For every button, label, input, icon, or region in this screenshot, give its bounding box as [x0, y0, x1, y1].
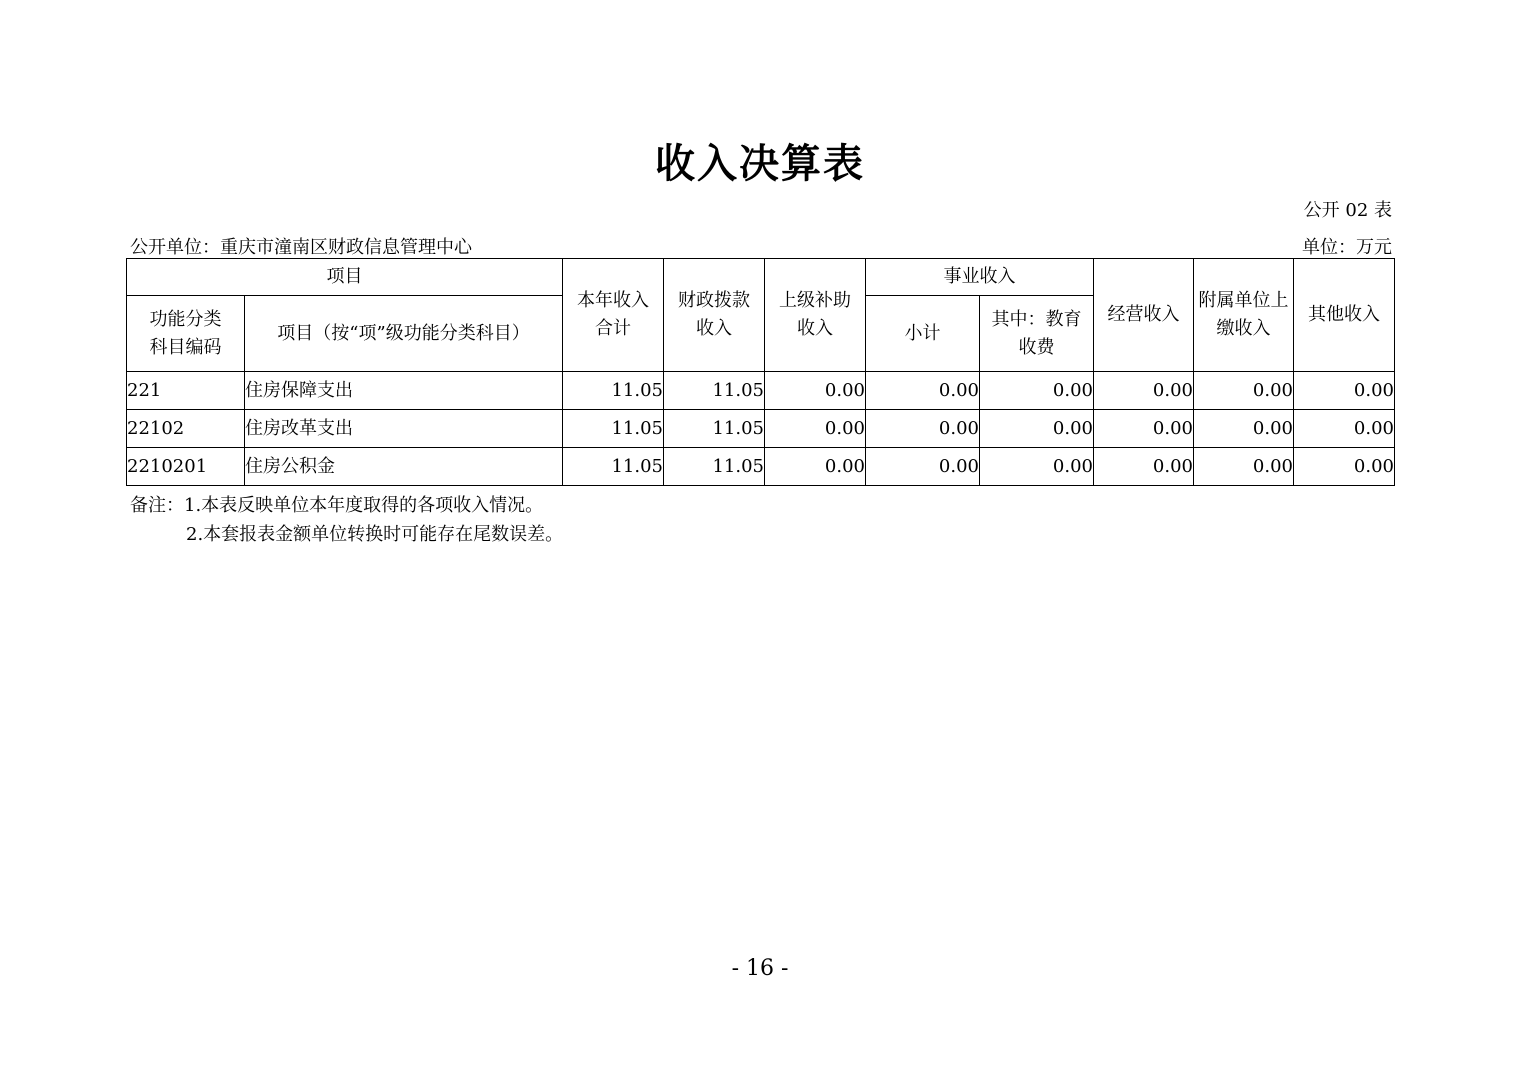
- cell-other: 0.00: [1294, 410, 1395, 448]
- header-affiliated: 附属单位上 缴收入: [1194, 259, 1294, 372]
- cell-name: 住房改革支出: [245, 410, 563, 448]
- cell-other: 0.00: [1294, 372, 1395, 410]
- cell-operating: 0.00: [1094, 410, 1194, 448]
- cell-fiscal: 11.05: [664, 448, 765, 486]
- cell-superior: 0.00: [765, 372, 866, 410]
- table-row: [127, 372, 1395, 410]
- header-total: 本年收入 合计: [563, 259, 664, 372]
- reporting-unit: 公开单位：重庆市潼南区财政信息管理中心: [130, 237, 472, 258]
- cell-education: 0.00: [980, 372, 1094, 410]
- cell-operating: 0.00: [1094, 448, 1194, 486]
- header-project: 项目: [127, 259, 563, 296]
- table-row: [127, 410, 1395, 448]
- cell-subtotal: 0.00: [866, 372, 980, 410]
- cell-subtotal: 0.00: [866, 448, 980, 486]
- table-row: [127, 448, 1395, 486]
- cell-superior: 0.00: [765, 448, 866, 486]
- cell-fiscal: 11.05: [664, 410, 765, 448]
- cell-name: 住房保障支出: [245, 372, 563, 410]
- cell-education: 0.00: [980, 448, 1094, 486]
- header-fiscal: 财政拨款 收入: [664, 259, 765, 372]
- cell-code: 221: [127, 372, 245, 410]
- header-code: 功能分类 科目编码: [127, 296, 245, 372]
- note-1: 备注：1.本表反映单位本年度取得的各项收入情况。: [130, 495, 544, 516]
- cell-education: 0.00: [980, 410, 1094, 448]
- cell-operating: 0.00: [1094, 372, 1194, 410]
- header-subtotal: 小计: [866, 296, 980, 372]
- form-number: 公开 02 表: [1303, 200, 1392, 221]
- note-2: 2.本套报表金额单位转换时可能存在尾数误差。: [186, 524, 564, 545]
- cell-name: 住房公积金: [245, 448, 563, 486]
- header-education: 其中：教育 收费: [980, 296, 1094, 372]
- header-superior: 上级补助 收入: [765, 259, 866, 372]
- cell-total: 11.05: [563, 448, 664, 486]
- header-name: 项目（按“项”级功能分类科目）: [245, 296, 563, 372]
- cell-affiliated: 0.00: [1194, 372, 1294, 410]
- header-business: 事业收入: [866, 259, 1094, 296]
- cell-affiliated: 0.00: [1194, 410, 1294, 448]
- page-title: 收入决算表: [655, 140, 865, 187]
- cell-code: 22102: [127, 410, 245, 448]
- cell-total: 11.05: [563, 410, 664, 448]
- header-other: 其他收入: [1294, 259, 1395, 372]
- cell-fiscal: 11.05: [664, 372, 765, 410]
- header-operating: 经营收入: [1094, 259, 1194, 372]
- cell-code: 2210201: [127, 448, 245, 486]
- cell-subtotal: 0.00: [866, 410, 980, 448]
- page-number: - 16 -: [731, 956, 789, 981]
- cell-superior: 0.00: [765, 410, 866, 448]
- cell-affiliated: 0.00: [1194, 448, 1294, 486]
- cell-total: 11.05: [563, 372, 664, 410]
- income-table: [126, 258, 1395, 486]
- cell-other: 0.00: [1294, 448, 1395, 486]
- currency-unit: 单位：万元: [1302, 237, 1392, 258]
